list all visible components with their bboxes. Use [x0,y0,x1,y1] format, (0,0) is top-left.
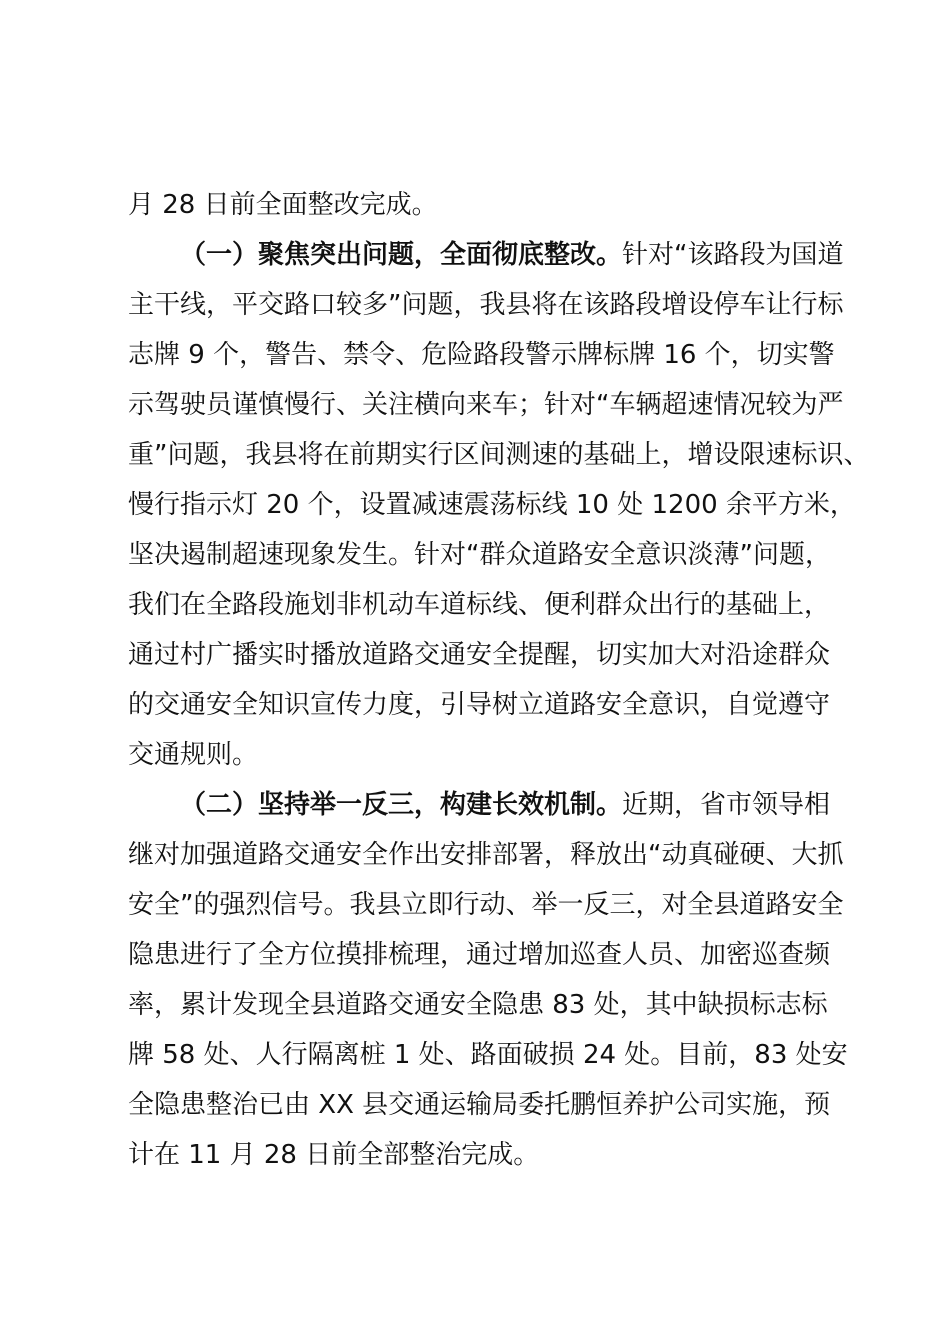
text-segment: 通过村广播实时播放道路交通安全提醒，切实加大对沿途群众 [128,640,831,670]
text-segment: 我们在全路段施划非机动车道标线、便利群众出行的基础上， [128,590,831,620]
text-segment: 安全”的强烈信号。我县立即行动、举一反三，对全县道路安全 [128,890,844,920]
text-line-15 [128,880,843,930]
text-segment: 月 28 日前全面整改完成。 [128,190,438,220]
text-segment: 主干线，平交路口较多”问题，我县将在该路段增设停车让行标 [128,290,844,320]
text-segment: 针对“该路段为国道 [622,240,844,270]
text-line-8 [128,530,831,580]
text-segment: 慢行指示灯 20 个，设置减速震荡标线 10 处 1200 余平方米， [128,490,856,520]
text-line-17 [128,980,828,1030]
section-2-heading-line [180,780,830,830]
text-segment: 重”问题，我县将在前期实行区间测速的基础上，增设限速标识、 [128,440,870,470]
text-segment: 计在 11 月 28 日前全部整治完成。 [128,1140,540,1170]
text-line-5 [128,380,843,430]
text-segment: 的交通安全知识宣传力度，引导树立道路安全意识，自觉遵守 [128,690,831,720]
text-segment: 交通规则。 [128,740,259,770]
text-segment: 坚决遏制超速现象发生。针对“群众道路安全意识淡薄”问题， [128,540,831,570]
text-line-1 [128,180,438,230]
section-1-heading-line [180,230,844,280]
text-line-14 [128,830,843,880]
text-line-10 [128,630,830,680]
text-line-19 [128,1080,830,1130]
text-line-4 [128,330,835,380]
text-segment: 隐患进行了全方位摸排梳理，通过增加巡查人员、加密巡查频 [128,940,831,970]
section-1-heading: （一）聚焦突出问题，全面彻底整改。 [180,240,623,270]
text-segment: 继对加强道路交通安全作出安排部署，释放出“动真碰硬、大抓 [128,840,844,870]
text-segment: 志牌 9 个，警告、禁令、危险路段警示牌标牌 16 个，切实警 [128,340,835,370]
text-line-11 [128,680,830,730]
text-line-12 [128,730,258,780]
text-segment: 率，累计发现全县道路交通安全隐患 83 处，其中缺损标志标 [128,990,828,1020]
text-line-20 [128,1130,539,1180]
text-segment: 全隐患整治已由 XX 县交通运输局委托鹏恒养护公司实施，预 [128,1090,831,1120]
text-line-6 [128,430,869,480]
section-2-heading: （二）坚持举一反三，构建长效机制。 [180,790,623,820]
text-line-16 [128,930,830,980]
text-line-18 [128,1030,848,1080]
text-segment: 牌 58 处、人行隔离桩 1 处、路面破损 24 处。目前，83 处安 [128,1040,848,1070]
text-line-7 [128,480,856,530]
text-line-3 [128,280,843,330]
text-segment: 近期，省市领导相 [622,790,831,820]
text-segment: 示驾驶员谨慎慢行、关注横向来车；针对“车辆超速情况较为严 [128,390,844,420]
text-line-9 [128,580,830,630]
